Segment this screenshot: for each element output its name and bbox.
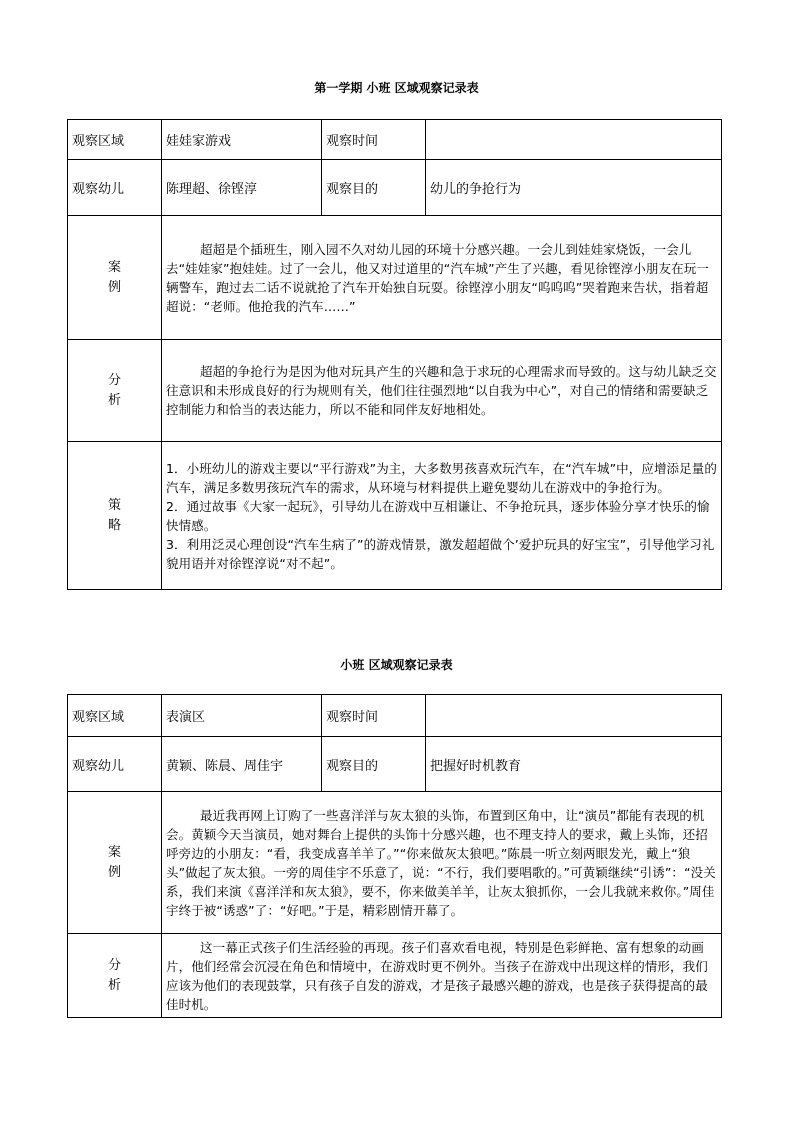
case-label-char-2: 例 <box>107 864 121 880</box>
analysis-label <box>68 340 162 442</box>
area-value: 娃娃家游戏 <box>162 120 322 160</box>
page-title-1: 第一学期 小班 区域观察记录表 <box>314 81 479 95</box>
strategy-item: 1．小班幼儿的游戏主要以“平行游戏”为主，大多数男孩喜欢玩汽车，在“汽车城”中，应增添足量的汽车，满足多数男孩玩汽车的需求，从环境与材料提供上避免婴幼儿在游戏中的争抢行为。 <box>166 460 717 495</box>
page-title-2: 小班 区域观察记录表 <box>340 658 453 672</box>
time-label: 观察时间 <box>322 695 426 737</box>
strategy-label-char-2: 略 <box>107 517 121 533</box>
observation-table-2 <box>67 694 722 1018</box>
child-value: 陈理超、徐铿淳 <box>162 160 322 216</box>
analysis-label-char-2: 析 <box>107 392 121 408</box>
table-row <box>68 934 722 1018</box>
area-label: 观察区域 <box>68 120 162 160</box>
case-label-char-1: 案 <box>107 844 121 860</box>
table-row <box>68 695 722 737</box>
analysis-text: 超超的争抢行为是因为他对玩具产生的兴趣和急于求玩的心理需求而导致的。这与幼儿缺乏交往意识和未形成良好的行为规则有关，他们往往强烈地“以自我为中心”，对自己的情绪和需要缺乏控制能力和恰当的表达能力，所以不能和同伴友好地相处。 <box>162 340 722 442</box>
analysis-label-char-1: 分 <box>107 372 121 388</box>
case-label-char-1: 案 <box>107 259 121 275</box>
analysis-label <box>68 934 162 1018</box>
case-label <box>68 216 162 340</box>
analysis-text: 这一幕正式孩子们生活经验的再现。孩子们喜欢看电视，特别是色彩鲜艳、富有想象的动画片，他们经常会沉浸在角色和情境中，在游戏时更不例外。当孩子在游戏中出现这样的情形，我们应该为他们的表现鼓掌，只有孩子自发的游戏，才是孩子最感兴趣的游戏，也是孩子获得提高的最佳时机。 <box>162 934 722 1018</box>
child-label: 观察幼儿 <box>68 737 162 792</box>
area-label: 观察区域 <box>68 695 162 737</box>
strategy-list <box>162 442 722 590</box>
table-row <box>68 792 722 934</box>
purpose-label: 观察目的 <box>322 737 426 792</box>
strategy-item: 2．通过故事《大家一起玩》，引导幼儿在游戏中互相谦让、不争抢玩具，逐步体验分享才快乐的愉快情感。 <box>166 498 710 533</box>
table-row <box>68 216 722 340</box>
purpose-value: 把握好时机教育 <box>426 737 722 792</box>
analysis-label-char-2: 析 <box>107 977 121 993</box>
child-value: 黄颖、陈晨、周佳宇 <box>162 737 322 792</box>
case-text: 超超是个插班生，刚入园不久对幼儿园的环境十分感兴趣。一会儿到娃娃家烧饭，一会儿去“娃娃家”抱娃娃。过了一会儿，他又对过道里的“汽车城”产生了兴趣，看见徐铿淳小朋友在玩一辆警车，跑过去二话不说就抢了汽车开始独自玩耍。徐铿淳小朋友“呜呜呜”哭着跑来告状，指着超超说：“老师。他抢我的汽车……” <box>162 216 722 340</box>
table-row <box>68 160 722 216</box>
area-value: 表演区 <box>162 695 322 737</box>
table-row <box>68 340 722 442</box>
observation-table-1 <box>67 119 722 590</box>
strategy-label <box>68 442 162 590</box>
strategy-label-char-1: 策 <box>107 497 121 513</box>
analysis-label-char-1: 分 <box>107 957 121 973</box>
case-label-char-2: 例 <box>107 279 121 295</box>
case-text: 最近我再网上订购了一些喜洋洋与灰太狼的头饰，布置到区角中，让“演员”都能有表现的机会。黄颖今天当演员，她对舞台上提供的头饰十分感兴趣，也不理支持人的要求，戴上头饰，还招呼旁边的小朋友：“看，我变成喜羊羊了。”“你来做灰太狼吧。”陈晨一听立刻两眼发光，戴上“狼头”做起了灰太狼。一旁的周佳宇不乐意了，说：“不行，我们要唱歌的。”可黄颖继续“引诱”：“没关系，我们来演《喜洋洋和灰太狼》，要不，你来做美羊羊，让灰太狼抓你，一会儿我就来救你。”周佳宇终于被“诱惑”了：“好吧。”于是，精彩剧情开幕了。 <box>162 792 722 934</box>
case-label <box>68 792 162 934</box>
time-label: 观察时间 <box>322 120 426 160</box>
table-row <box>68 120 722 160</box>
table-row <box>68 442 722 590</box>
time-value <box>426 120 722 160</box>
time-value <box>426 695 722 737</box>
strategy-item: 3．利用泛灵心理创设“汽车生病了”的游戏情景，激发超超做个’爱护玩具的好宝宝”，引导他学习礼貌用语并对徐铿淳说“对不起”。 <box>166 536 715 571</box>
table-row <box>68 737 722 792</box>
child-label: 观察幼儿 <box>68 160 162 216</box>
purpose-label: 观察目的 <box>322 160 426 216</box>
purpose-value: 幼儿的争抢行为 <box>426 160 722 216</box>
